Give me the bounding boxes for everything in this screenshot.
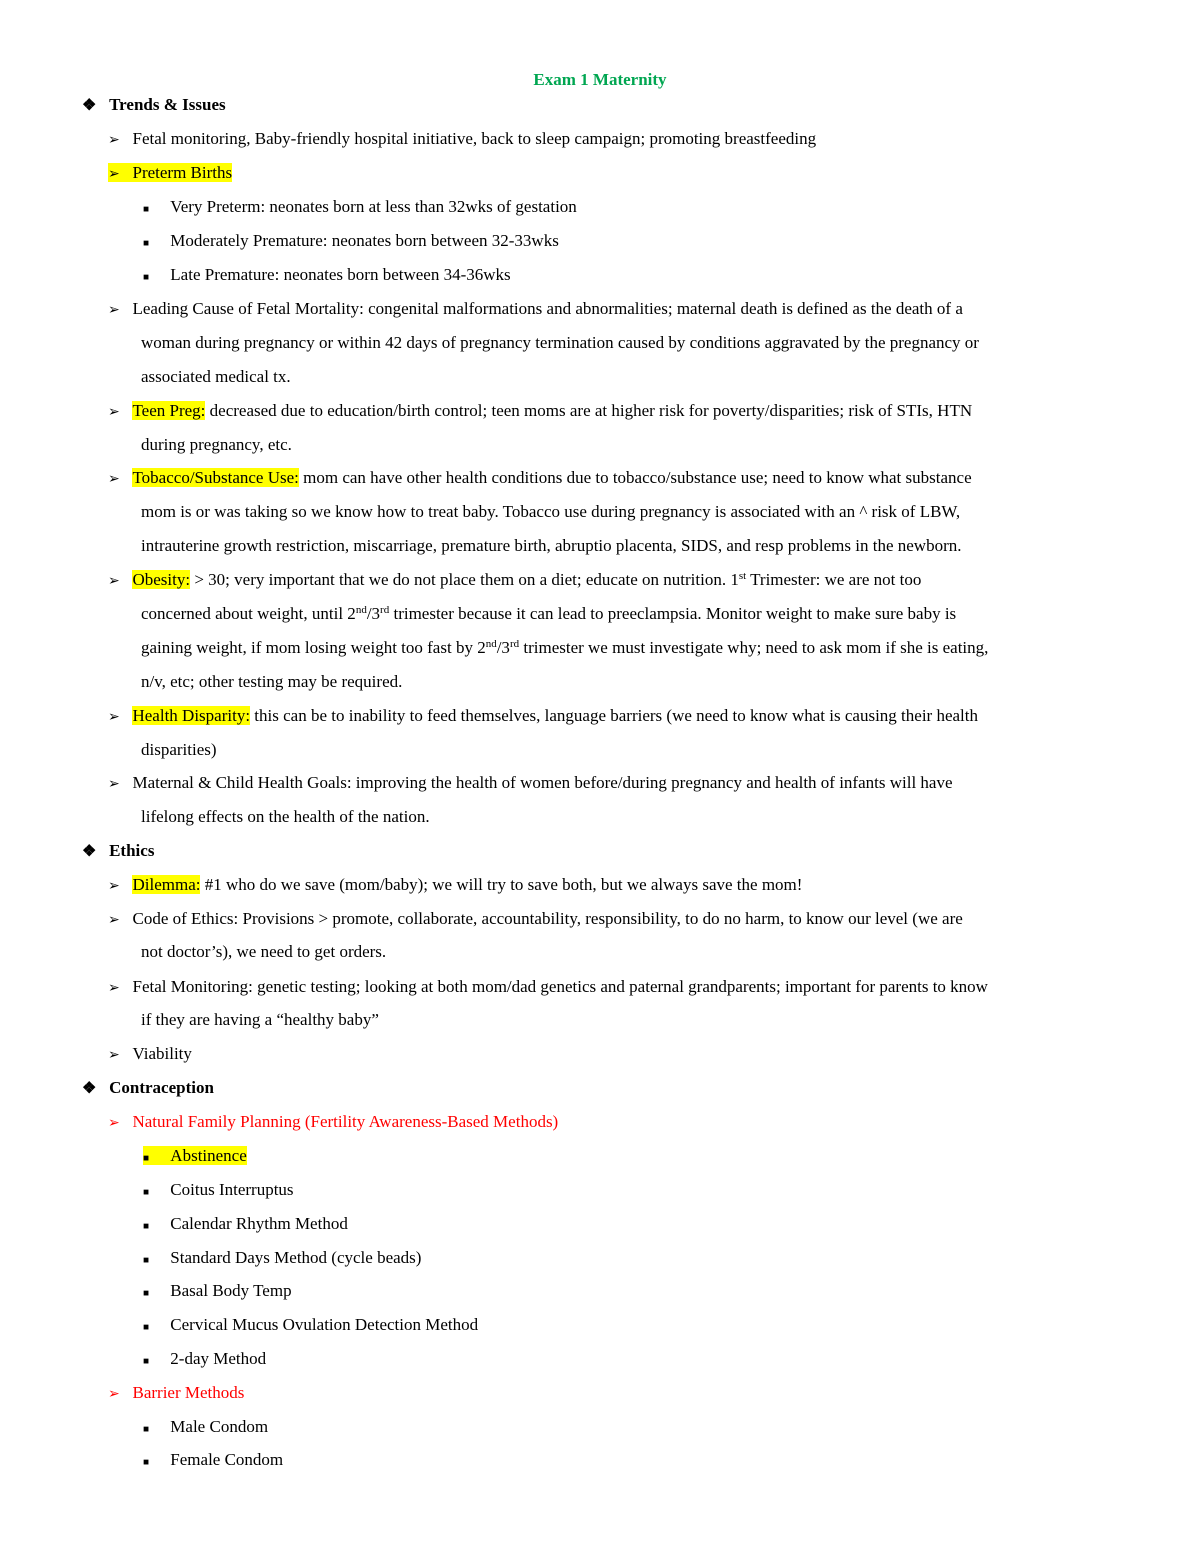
list-item-barrier-methods: ➢ Barrier Methods <box>108 1381 244 1407</box>
list-item-code-of-ethics: ➢ Code of Ethics: Provisions > promote, collaborate, accountability, responsibility, to do no harm, to know our level (we are <box>108 907 963 933</box>
square-bullet-icon: ■ <box>143 1255 150 1266</box>
sub-list-item: ■ Late Premature: neonates born between 34-36wks <box>143 263 511 290</box>
highlighted-label: Dilemma: <box>132 875 201 894</box>
list-item-mch-goals: ➢ Maternal & Child Health Goals: improving the health of women before/during pregnancy and health of infants will have <box>108 771 953 797</box>
list-item-continuation: during pregnancy, etc. <box>141 435 292 454</box>
list-item-viability: ➢ Viability <box>108 1042 192 1068</box>
square-bullet-icon: ■ <box>143 1221 150 1232</box>
list-item-continuation: gaining weight, if mom losing weight too fast by 2nd/3rd trimester we must investigate why; need to ask mom if she is eating, <box>141 638 989 657</box>
arrowhead-bullet-icon: ➢ <box>108 574 120 589</box>
sub-list-item: ■ Basal Body Temp <box>143 1279 292 1306</box>
list-item-leading-cause: ➢ Leading Cause of Fetal Mortality: congenital malformations and abnormalities; maternal death is defined as the death of a <box>108 297 963 323</box>
square-bullet-icon: ■ <box>143 1322 150 1333</box>
list-item-continuation: disparities) <box>141 740 217 759</box>
arrowhead-bullet-icon: ➢ <box>108 133 120 148</box>
list-item-continuation: associated medical tx. <box>141 367 291 386</box>
diamond-bullet-icon: ❖ <box>82 97 97 114</box>
list-item-continuation: mom is or was taking so we know how to treat baby. Tobacco use during pregnancy is associated with an ^ risk of LBW, <box>141 502 961 521</box>
list-item-continuation: woman during pregnancy or within 42 days of pregnancy termination caused by conditions aggravated by the pregnancy or <box>141 333 979 352</box>
list-item-continuation: not doctor’s), we need to get orders. <box>141 942 387 961</box>
diamond-bullet-icon: ❖ <box>82 843 97 860</box>
sub-list-item: ■ Calendar Rhythm Method <box>143 1212 348 1239</box>
sub-list-item: ■ Standard Days Method (cycle beads) <box>143 1246 421 1273</box>
arrowhead-bullet-icon: ➢ <box>108 1048 120 1063</box>
list-item-dilemma: ➢ Dilemma: #1 who do we save (mom/baby); we will try to save both, but we always save the mom! <box>108 873 802 899</box>
sub-list-item: ■ Cervical Mucus Ovulation Detection Method <box>143 1313 478 1340</box>
list-item-continuation: intrauterine growth restriction, miscarriage, premature birth, abruptio placenta, SIDS, and resp problems in the newborn. <box>141 536 962 555</box>
section-heading-contraception: ❖ Contraception <box>82 1076 214 1101</box>
sub-list-item: ■ Coitus Interruptus <box>143 1178 294 1205</box>
arrowhead-bullet-icon: ➢ <box>108 405 120 420</box>
arrowhead-bullet-icon: ➢ <box>108 1116 120 1131</box>
list-item-preterm-births: ➢ Preterm Births <box>108 161 232 187</box>
section-heading-trends: ❖ Trends & Issues <box>82 93 226 118</box>
sub-list-item-abstinence: ■ Abstinence <box>143 1144 247 1171</box>
highlighted-label: Teen Preg: <box>132 401 206 420</box>
highlighted-label: Health Disparity: <box>132 706 251 725</box>
sub-list-item: ■ 2-day Method <box>143 1347 266 1374</box>
highlighted-label: Tobacco/Substance Use: <box>132 468 299 487</box>
arrowhead-bullet-icon: ➢ <box>108 913 120 928</box>
arrowhead-bullet-icon: ➢ <box>108 303 120 318</box>
list-item-tobacco: ➢ Tobacco/Substance Use: mom can have other health conditions due to tobacco/substance use; need to know what substance <box>108 466 972 492</box>
sub-list-item: ■ Male Condom <box>143 1415 268 1442</box>
list-item: ➢ Fetal monitoring, Baby-friendly hospital initiative, back to sleep campaign; promoting breastfeeding <box>108 127 816 153</box>
square-bullet-icon: ■ <box>143 1187 150 1198</box>
square-bullet-icon: ■ <box>143 204 150 215</box>
square-bullet-icon: ■ <box>143 1288 150 1299</box>
square-bullet-icon: ■ <box>143 272 150 283</box>
list-item-fetal-monitoring: ➢ Fetal Monitoring: genetic testing; looking at both mom/dad genetics and paternal grandparents; important for parents to know <box>108 975 988 1001</box>
square-bullet-icon: ■ <box>143 1153 150 1164</box>
highlighted-label: Obesity: <box>132 570 191 589</box>
square-bullet-icon: ■ <box>143 238 150 249</box>
arrowhead-bullet-icon: ➢ <box>108 777 120 792</box>
section-heading-ethics: ❖ Ethics <box>82 839 154 864</box>
arrowhead-bullet-icon: ➢ <box>108 710 120 725</box>
list-item-continuation: if they are having a “healthy baby” <box>141 1010 379 1029</box>
arrowhead-bullet-icon: ➢ <box>108 167 120 182</box>
diamond-bullet-icon: ❖ <box>82 1080 97 1097</box>
arrowhead-bullet-icon: ➢ <box>108 1387 120 1402</box>
list-item-teen-preg: ➢ Teen Preg: decreased due to education/birth control; teen moms are at higher risk for poverty/disparities; risk of STIs, HTN <box>108 399 972 425</box>
list-item-continuation: lifelong effects on the health of the nation. <box>141 807 430 826</box>
document-title: Exam 1 Maternity <box>533 70 667 89</box>
square-bullet-icon: ■ <box>143 1457 150 1468</box>
list-item-continuation: concerned about weight, until 2nd/3rd trimester because it can lead to preeclampsia. Monitor weight to make sure baby is <box>141 604 957 623</box>
arrowhead-bullet-icon: ➢ <box>108 981 120 996</box>
list-item-continuation: n/v, etc; other testing may be required. <box>141 672 403 691</box>
arrowhead-bullet-icon: ➢ <box>108 879 120 894</box>
sub-list-item: ■ Very Preterm: neonates born at less than 32wks of gestation <box>143 195 577 222</box>
list-item-natural-family-planning: ➢ Natural Family Planning (Fertility Awareness-Based Methods) <box>108 1110 558 1136</box>
sub-list-item: ■ Moderately Premature: neonates born between 32-33wks <box>143 229 559 256</box>
arrowhead-bullet-icon: ➢ <box>108 472 120 487</box>
list-item-health-disparity: ➢ Health Disparity: this can be to inability to feed themselves, language barriers (we need to know what is causing their health <box>108 704 978 730</box>
square-bullet-icon: ■ <box>143 1424 150 1435</box>
sub-list-item: ■ Female Condom <box>143 1448 283 1475</box>
list-item-obesity: ➢ Obesity: > 30; very important that we do not place them on a diet; educate on nutrition. 1st Trimester: we are not too <box>108 568 921 594</box>
square-bullet-icon: ■ <box>143 1356 150 1367</box>
